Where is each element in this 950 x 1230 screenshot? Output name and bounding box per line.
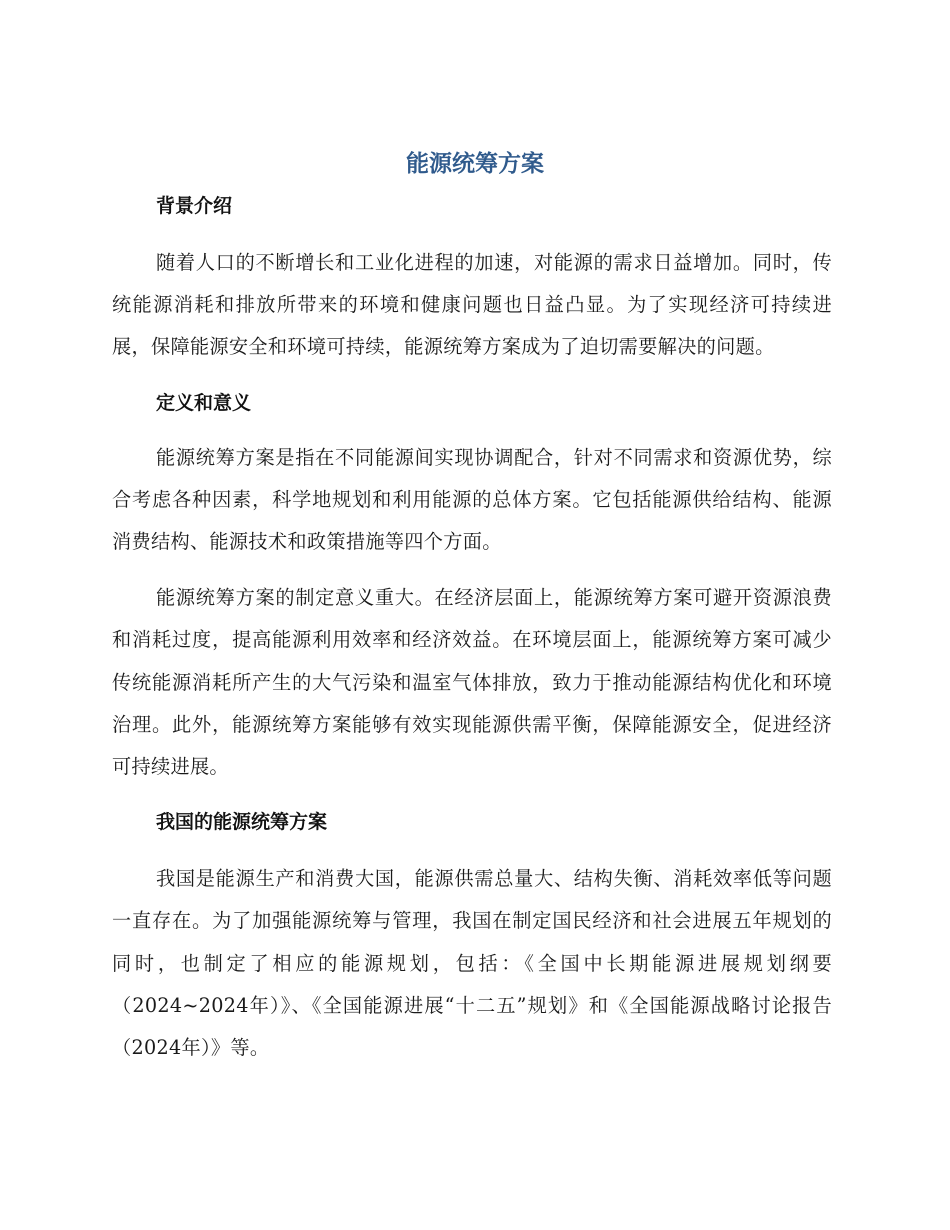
document-body xyxy=(112,186,832,1069)
section-heading-background: 背景介绍 xyxy=(156,195,233,217)
document-title: 能源统筹方案 xyxy=(406,151,544,177)
section-heading-definition: 定义和意义 xyxy=(156,391,252,414)
paragraph-background: 随着人口的不断增长和工业化进程的加速，对能源的需求日益增加。同时，传统能源消耗和排放所带来的环境和健康问题也日益凸显。为了实现经济可持续进展，保障能源安全和环境可持续，能源统筹方案成为了迫切需要解决的问题。 xyxy=(112,251,832,359)
paragraph-china-plan: 我国是能源生产和消费大国，能源供需总量大、结构失衡、消耗效率低等问题一直存在。为了加强能源统筹与管理，我国在制定国民经济和社会进展五年规划的同时，也制定了相应的能源规划，包括：《全国中长期能源进展规划纲要（2024~2024年）》、《全国能源进展“十二五”规划》和《全国能源战略讨论报告（2024年）》等。 xyxy=(112,867,832,1060)
paragraph-definition: 能源统筹方案是指在不同能源间实现协调配合，针对不同需求和资源优势，综合考虑各种因素，科学地规划和利用能源的总体方案。它包括能源供给结构、能源消费结构、能源技术和政策措施等四个方面。 xyxy=(112,445,832,554)
section-heading-china-plan: 我国的能源统筹方案 xyxy=(156,811,328,834)
paragraph-significance: 能源统筹方案的制定意义重大。在经济层面上，能源统筹方案可避开资源浪费和消耗过度，提高能源利用效率和经济效益。在环境层面上，能源统筹方案可减少传统能源消耗所产生的大气污染和温室气体排放，致力于推动能源结构优化和环境治理。此外，能源统筹方案能够有效实现能源供需平衡，保障能源安全，促进经济可持续进展。 xyxy=(112,586,832,779)
